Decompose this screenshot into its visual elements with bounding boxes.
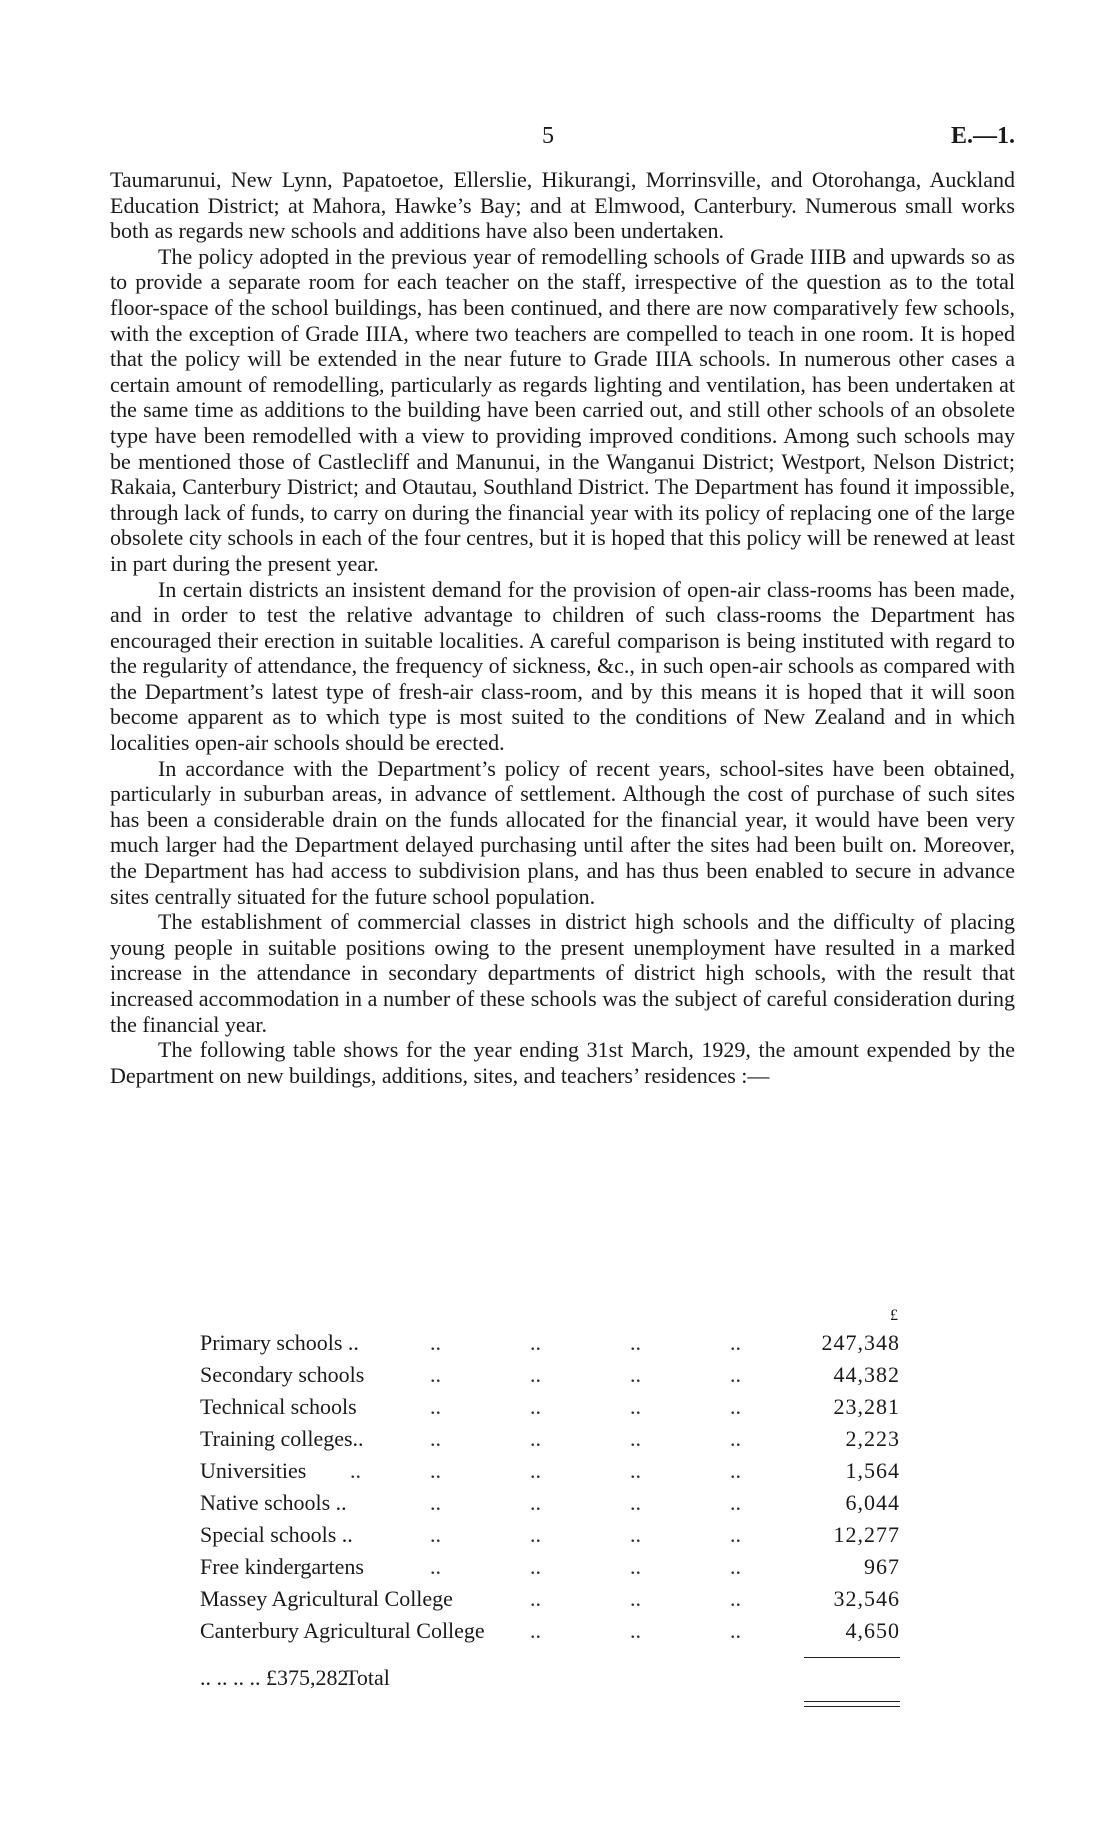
row-label: Massey Agricultural College — [200, 1586, 453, 1611]
row-value: 44,382 — [833, 1362, 900, 1387]
leader-dots: .. — [530, 1362, 541, 1387]
row-value: 247,348 — [821, 1330, 900, 1355]
table-row — [200, 1455, 906, 1487]
row-label: Secondary schools — [200, 1362, 365, 1387]
leader-dots: .. — [630, 1426, 641, 1451]
leader-dots: .. — [216, 1665, 228, 1690]
row-label: Native schools .. — [200, 1490, 347, 1515]
expenditure-table — [200, 1305, 906, 1695]
table-row — [200, 1487, 906, 1519]
leader-dots: .. — [530, 1586, 541, 1611]
row-value: 4,650 — [845, 1618, 900, 1643]
paragraph-6: The following table shows for the year ending 31st March, 1929, the amount expended by the Department on new buildings, additions, sites, and teachers’ residences :— — [110, 1037, 1015, 1088]
leader-dots: .. — [430, 1522, 441, 1547]
leader-dots: .. — [530, 1522, 541, 1547]
leader-dots: .. — [730, 1490, 741, 1515]
row-value: 12,277 — [833, 1522, 900, 1547]
leader-dots: .. — [630, 1618, 641, 1643]
leader-dots: .. — [530, 1554, 541, 1579]
leader-dots: .. — [430, 1458, 441, 1483]
row-value: 23,281 — [833, 1394, 900, 1419]
leader-dots: .. — [430, 1330, 441, 1355]
leader-dots: .. — [430, 1554, 441, 1579]
leader-dots: .. — [730, 1554, 741, 1579]
leader-dots: .. — [630, 1586, 641, 1611]
table-row — [200, 1551, 906, 1583]
leader-dots: .. — [630, 1490, 641, 1515]
document-code: E.—1. — [950, 123, 1015, 149]
leader-dots: .. — [530, 1394, 541, 1419]
row-label: Universities — [200, 1458, 307, 1483]
leader-dots: .. — [530, 1490, 541, 1515]
page-number: 5 — [542, 123, 554, 149]
table-row — [200, 1519, 906, 1551]
leader-dots: .. — [530, 1426, 541, 1451]
leader-dots: .. — [430, 1362, 441, 1387]
row-value: 967 — [864, 1554, 900, 1579]
total-value: £375,282 — [266, 1665, 349, 1690]
body-text — [110, 167, 1015, 1088]
paragraph-2: The policy adopted in the previous year of remodelling schools of Grade IIIB and upwards so as to provide a separate room for each teacher on the staff, irrespective of the question as to the total floor-space of the school buildings, has been continued, and there are now comparatively few schools, with the exception of Grade IIIA, where two teachers are compelled to teach in one room. It is hoped that the policy will be extended in the near future to Grade IIIA schools. In numerous other cases a certain amount of remodelling, particularly as regards lighting and ventilation, has been undertaken at the same time as additions to the building have been carried out, and still other schools of an obsolete type have been remodelled with a view to providing improved conditions. Among such schools may be mentioned those of Castlecliff and Manunui, in the Wanganui District; Westport, Nelson District; Rakaia, Canterbury District; and Otautau, Southland District. The Department has found it impossible, through lack of funds, to carry on during the financial year with its policy of replacing one of the large obsolete city schools in each of the four centres, but it is hoped that this policy will be renewed at least in part during the present year. — [110, 243, 1015, 576]
row-label: Special schools .. — [200, 1522, 353, 1547]
row-value: 2,223 — [845, 1426, 900, 1451]
total-block — [200, 1657, 906, 1695]
paragraph-3: In certain districts an insistent demand for the provision of open-air class-rooms has been made, and in order to test the relative advantage to children of such class-rooms the Department has encouraged their erection in suitable localities. A careful comparison is being instituted with regard to the regularity of attendance, the frequency of sickness, &c., in such open-air schools as compared with the Department’s latest type of fresh-air class-room, and by this means it is hoped that it will soon become apparent as to which type is most suited to the conditions of New Zealand and in which localities open-air schools should be erected. — [110, 576, 1015, 756]
leader-dots: .. — [630, 1362, 641, 1387]
leader-dots: .. — [530, 1618, 541, 1643]
leader-dots: .. — [430, 1394, 441, 1419]
leader-dots: .. — [630, 1458, 641, 1483]
leader-dots: .. — [249, 1665, 261, 1690]
table-row — [200, 1391, 906, 1423]
leader-dots: .. — [630, 1330, 641, 1355]
row-label: Free kindergartens — [200, 1554, 364, 1579]
table-row — [200, 1615, 906, 1647]
paragraph-4: In accordance with the Department’s policy of recent years, school-sites have been obtained, particularly in suburban areas, in advance of settlement. Although the cost of purchase of such sites has been a considerable drain on the funds allocated for the financial year, it would have been very much larger had the Department delayed purchasing until after the sites had been built on. Moreover, the Department has had access to subdivision plans, and has thus been enabled to secure in advance sites centrally situated for the future school population. — [110, 755, 1015, 909]
leader-dots: .. — [630, 1522, 641, 1547]
table-row — [200, 1327, 906, 1359]
row-value: 6,044 — [845, 1490, 900, 1515]
page-header — [110, 123, 1015, 163]
leader-dots: .. — [730, 1394, 741, 1419]
leader-dots: .. — [350, 1458, 361, 1483]
total-label: Total — [345, 1665, 390, 1690]
table-row — [200, 1423, 906, 1455]
leader-dots: .. — [730, 1330, 741, 1355]
table-row — [200, 1359, 906, 1391]
leader-dots: .. — [730, 1522, 741, 1547]
leader-dots: .. — [530, 1330, 541, 1355]
row-value: 1,564 — [845, 1458, 900, 1483]
row-label: Training colleges.. — [200, 1426, 364, 1451]
leader-dots: .. — [630, 1394, 641, 1419]
leader-dots: .. — [530, 1458, 541, 1483]
leader-dots: .. — [430, 1490, 441, 1515]
leader-dots: .. — [200, 1665, 211, 1690]
paragraph-1: Taumarunui, New Lynn, Papatoetoe, Ellerslie, Hikurangi, Morrinsville, and Otorohanga, Auckland Education District; at Mahora, Hawke’s Bay; and at Elmwood, Canterbury. Numerous small works both as regards new schools and additions have also been undertaken. — [110, 167, 1015, 244]
leader-dots: .. — [430, 1426, 441, 1451]
currency-header: £ — [890, 1307, 898, 1324]
table-row — [200, 1583, 906, 1615]
leader-dots: .. — [730, 1426, 741, 1451]
leader-dots: .. — [233, 1665, 244, 1690]
row-value: 32,546 — [833, 1586, 900, 1611]
row-label: Primary schools .. — [200, 1330, 359, 1355]
leader-dots: .. — [630, 1554, 641, 1579]
leader-dots: .. — [730, 1586, 741, 1611]
leader-dots: .. — [730, 1458, 741, 1483]
total-row — [200, 1657, 906, 1695]
paragraph-5: The establishment of commercial classes in district high schools and the difficulty of placing young people in suitable positions owing to the present unemployment have resulted in a marked increase in the attendance in secondary departments of district high schools, with the result that increased accommodation in a number of these schools was the subject of careful consideration during the financial year. — [110, 909, 1015, 1037]
leader-dots: .. — [730, 1618, 741, 1643]
row-label: Technical schools — [200, 1394, 357, 1419]
row-label: Canterbury Agricultural College — [200, 1618, 485, 1643]
leader-dots: .. — [730, 1362, 741, 1387]
total-double-rule — [804, 1701, 900, 1707]
